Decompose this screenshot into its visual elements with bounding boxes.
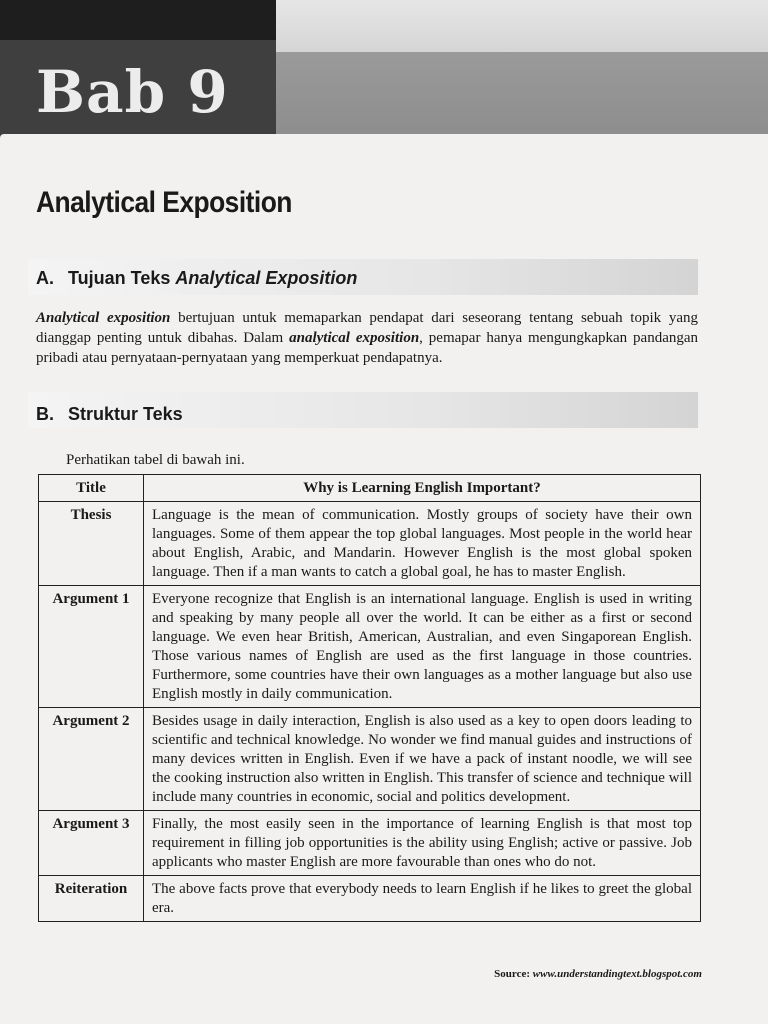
- row-text: Besides usage in daily interaction, English is also used as a key to open doors leading to scientific and technical knowledge. No wonder we find manual guides and instructions of many devices written in English. Even if we have a pack of instant noodle, we will see the cooking instruction also written in English. This transfer of science and technique will include many countries in economic, social and politics development.: [144, 708, 701, 811]
- table-row-argument-1: [39, 586, 701, 708]
- para-term-2: analytical exposition: [289, 330, 420, 346]
- page-title: Analytical Exposition: [36, 186, 292, 219]
- source-label: Source:: [494, 968, 533, 980]
- row-text: Finally, the most easily seen in the importance of learning English is that most top requirement in filling job opportunities is the ability using English; active or passive. Job applicants who master English are more favourable than ones who do not.: [144, 811, 701, 876]
- row-label: Argument 2: [39, 708, 144, 811]
- section-a-heading-prefix: Tujuan Teks: [68, 268, 176, 288]
- table-row-argument-3: [39, 811, 701, 876]
- section-a-letter: A.: [36, 268, 54, 288]
- para-text-2: , pemapar hanya mengungkapkan pandangan pribadi atau pernyataan-pernyataan yang memperkuat pendapatnya.: [36, 330, 699, 366]
- table-header-label: Title: [39, 475, 144, 502]
- row-text: Language is the mean of communication. Mostly groups of society have their own languages. Some of them appear the top global languages. Most people in the world hear about English, Arabic, and Mandarin. However English is the most global spoken language. Then if a man wants to catch a global goal, he has to master English.: [144, 502, 701, 586]
- row-label: Thesis: [39, 502, 144, 586]
- table-row-thesis: [39, 502, 701, 586]
- chapter-number-overlay: Bab 9: [36, 58, 229, 126]
- header-dark-strip: [0, 0, 276, 40]
- row-text: The above facts prove that everybody needs to learn English if he likes to greet the global era.: [144, 876, 701, 922]
- section-a-paragraph: [36, 308, 698, 368]
- table-header-row: [39, 475, 701, 502]
- structure-table: [38, 474, 701, 922]
- para-text-1: bertujuan untuk memaparkan pendapat dari seseorang tentang sebuah topik yang dianggap penting untuk dibahas. Dalam: [36, 310, 698, 346]
- source-url: www.understandingtext.blogspot.com: [532, 968, 702, 980]
- table-row-argument-2: [39, 708, 701, 811]
- section-b-heading-text: Struktur Teks: [68, 404, 183, 424]
- row-text: Everyone recognize that English is an international language. English is used in writing and speaking by many people all over the world. It can be either as a first or second language. We even hear British, American, Australian, and even Singaporean English. Those various names of English are used as the first language in those countries. Furthermore, some countries have their own languages as a mother language but also use English mostly in daily communication.: [144, 586, 701, 708]
- section-a-heading-italic: Analytical Exposition: [175, 268, 358, 288]
- section-b-heading: [36, 404, 183, 425]
- row-label: Argument 1: [39, 586, 144, 708]
- row-label: Reiteration: [39, 876, 144, 922]
- header-light-strip: [276, 0, 768, 52]
- table-row-reiteration: [39, 876, 701, 922]
- table-intro-note: Perhatikan tabel di bawah ini.: [66, 452, 245, 468]
- source-citation: [494, 968, 702, 980]
- table-header-text: Why is Learning English Important?: [144, 475, 701, 502]
- section-a-heading: [36, 268, 357, 289]
- row-label: Argument 3: [39, 811, 144, 876]
- section-b-letter: B.: [36, 404, 54, 424]
- para-term-1: Analytical exposition: [36, 310, 171, 326]
